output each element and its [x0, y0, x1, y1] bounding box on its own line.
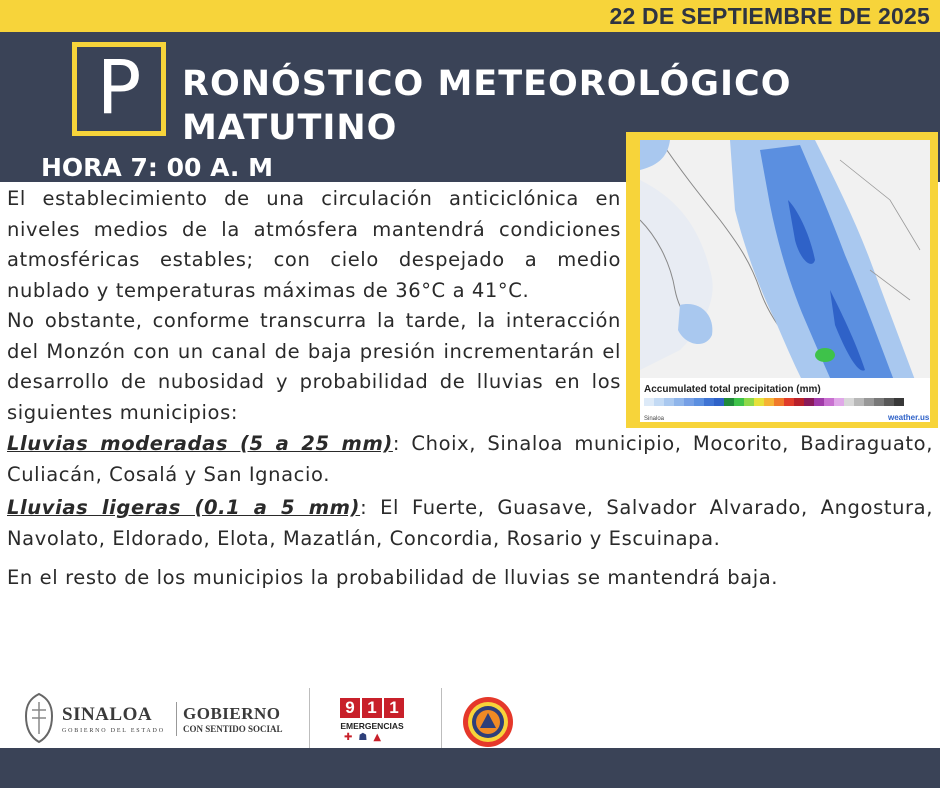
paragraph-moderate-rain — [7, 429, 933, 490]
light-rain-municipalities: : El Fuerte, Guasave, Salvador Alvarado, Angostura, Navolato, Eldorado, Elota, Mazatlán, Concordia, Rosario y Escuinapa. — [7, 496, 933, 550]
emergencias-911-logo — [340, 698, 408, 746]
paragraph-closing: En el resto de los municipios la probabilidad de lluvias se mantendrá baja. — [7, 566, 779, 589]
forecast-hour: HORA 7: 00 A. M — [41, 153, 273, 182]
proteccion-civil-badge — [462, 696, 514, 748]
sinaloa-logo-sub: GOBIERNO DEL ESTADO — [62, 728, 165, 734]
logo-divider-2 — [441, 688, 442, 748]
map-region-label: Sinaloa — [644, 416, 665, 422]
light-rain-label: Lluvias ligeras (0.1 a 5 mm) — [7, 496, 361, 519]
gobierno-logo-sub: CON SENTIDO SOCIAL — [183, 724, 283, 734]
logo-divider-small — [176, 702, 177, 736]
sinaloa-logo — [22, 690, 172, 746]
map-brand-label: weather.us — [888, 413, 930, 422]
paragraph-circulation: El establecimiento de una circulación anticiclónica en niveles medios de la atmósfera mantendrá condiciones atmosféricas estables; con cielo despejado a medio nublado y temperaturas máximas de 36°C a 41°C. — [7, 187, 621, 302]
gobierno-logo — [183, 704, 303, 744]
gobierno-logo-name: GOBIERNO — [183, 704, 281, 723]
digit-1b: 1 — [384, 698, 404, 718]
paragraph-light-rain — [7, 493, 933, 554]
title-initial-box — [72, 42, 166, 136]
precipitation-map-graphic — [640, 140, 930, 422]
emergency-icons: ✚☗▲ — [344, 732, 388, 743]
map-color-scale — [644, 398, 904, 406]
date-label: 22 DE SEPTIEMBRE DE 2025 — [609, 3, 930, 29]
moderate-rain-label: Lluvias moderadas (5 a 25 mm) — [7, 432, 393, 455]
paragraph-monsoon: No obstante, conforme transcurra la tarde, la interacción del Monzón con un canal de baja presión incrementarán el desarrollo de nubosidad y probabilidad de lluvias en los siguientes municipios: — [7, 309, 621, 424]
map-legend-title: Accumulated total precipitation (mm) — [644, 384, 821, 395]
digit-9: 9 — [340, 698, 360, 718]
digit-1a: 1 — [362, 698, 382, 718]
title-line-1: RONÓSTICO METEOROLÓGICO — [182, 64, 792, 104]
title-initial: P — [96, 45, 142, 131]
emergencias-label: EMERGENCIAS — [340, 721, 404, 731]
date-strip — [0, 0, 940, 32]
precipitation-map — [640, 140, 930, 422]
moderate-rain-municipalities: : Choix, Sinaloa municipio, Mocorito, Badiraguato, Culiacán, Cosalá y San Ignacio. — [7, 432, 933, 486]
footer-bar — [0, 748, 940, 788]
title-line-2: MATUTINO — [182, 108, 398, 148]
sinaloa-shield-icon — [22, 690, 56, 746]
sinaloa-logo-name: SINALOA — [62, 704, 153, 725]
civil-protection-icon — [462, 696, 514, 748]
logo-divider-1 — [309, 688, 310, 748]
